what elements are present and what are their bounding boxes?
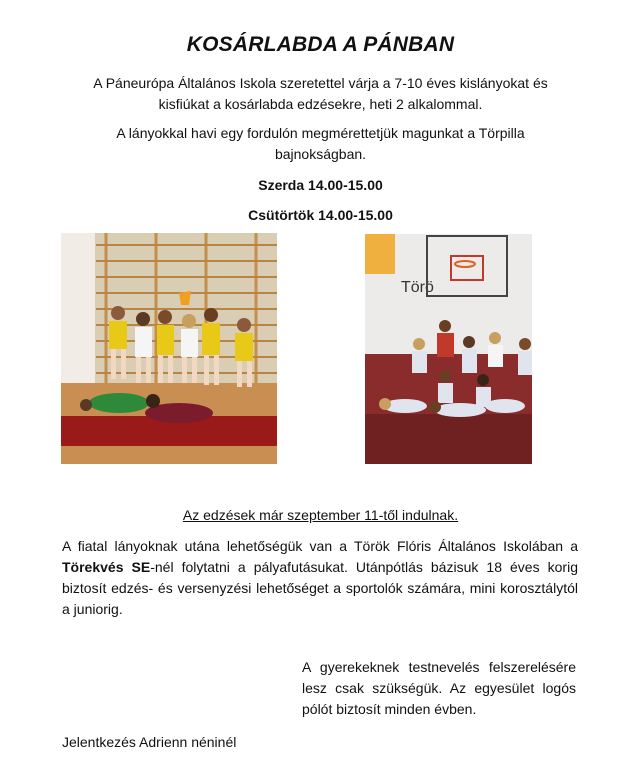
intro-line-2: kisfiúkat a kosárlabda edzésekre, heti 2 alkalommal.	[158, 96, 483, 112]
wall-lettering: Törö	[401, 279, 434, 296]
club-text-rest: -nél folytatni a pályafutásukat. Utánpótlás bázisuk 18 éves korig biztosít edzés- és versenyzési lehetőséget a sportolók számára, mini korosztálytól a juniorig.	[62, 559, 578, 617]
league-line-2: bajnokságban.	[274, 146, 367, 162]
equipment-text: A gyerekeknek testnevelés felszerelésére lesz csak szükségük. Az egyesület logós pólót biztosít minden évben.	[302, 659, 576, 717]
club-text-intro: A fiatal lányoknak utána lehetőségük van a Török Flóris Általános Iskolában a	[62, 538, 578, 554]
right-team-photo	[365, 234, 532, 464]
intro-paragraph	[40, 73, 601, 115]
club-name: Törekvés SE	[62, 559, 151, 575]
league-line-1: A lányokkal havi egy fordulón megmérettetjük magunkat a Törpilla	[116, 125, 525, 141]
club-paragraph	[62, 536, 578, 620]
schedule-thursday: Csütörtök 14.00-15.00	[248, 207, 393, 223]
group-photo-basketball-court-icon	[365, 234, 532, 464]
equipment-note	[302, 657, 576, 720]
left-team-photo	[61, 233, 277, 464]
group-photo-gym-wallbars-icon	[61, 233, 277, 464]
page-title: KOSÁRLABDA A PÁNBAN	[186, 33, 455, 56]
schedule-wednesday: Szerda 14.00-15.00	[258, 177, 383, 193]
league-paragraph	[40, 123, 601, 165]
signup-note: Jelentkezés Adrienn néninél	[62, 734, 237, 750]
intro-line-1: A Páneurópa Általános Iskola szeretettel várja a 7-10 éves kislányokat és	[93, 75, 548, 91]
start-date-note: Az edzések már szeptember 11-től indulnak.	[182, 507, 459, 523]
